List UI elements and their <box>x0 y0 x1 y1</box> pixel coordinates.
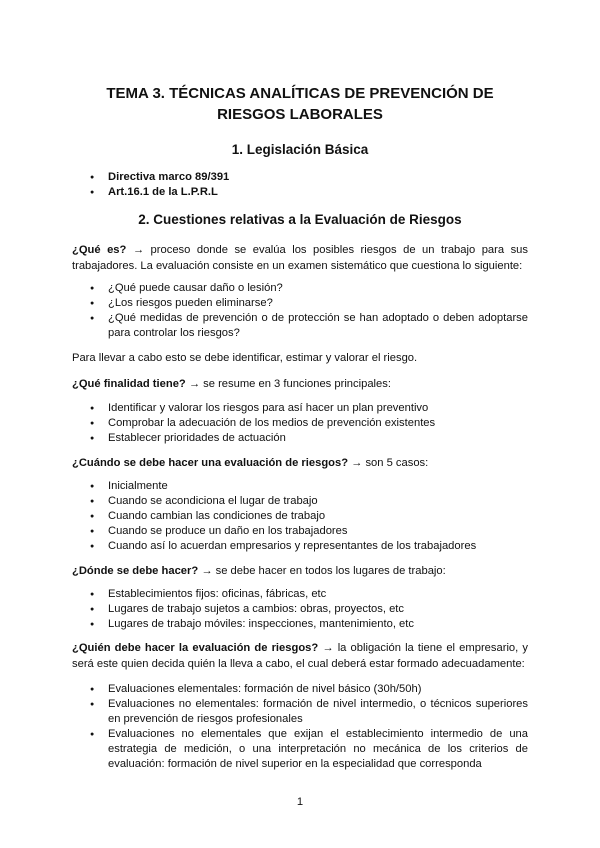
list-item: ● Establecimientos fijos: oficinas, fábricas, etc <box>72 587 528 602</box>
section-2-heading: 2. Cuestiones relativas a la Evaluación de Riesgos <box>138 212 462 227</box>
list-item: ● ¿Qué medidas de prevención o de protección se han adoptado o deben adoptarse para controlar los riesgos? <box>72 311 528 341</box>
list-item: ● Directiva marco 89/391 <box>72 170 528 185</box>
list-item: ● Inicialmente <box>72 479 528 494</box>
document-title <box>60 83 540 125</box>
list-item: ● Cuando cambian las condiciones de trabajo <box>72 509 528 524</box>
list-item: ● Lugares de trabajo sujetos a cambios: obras, proyectos, etc <box>72 602 528 617</box>
que-es-list <box>72 281 528 341</box>
list-item: ● Evaluaciones elementales: formación de nivel básico (30h/50h) <box>72 682 528 697</box>
list-item: ● Lugares de trabajo móviles: inspecciones, mantenimiento, etc <box>72 617 528 632</box>
finalidad-list <box>72 401 528 446</box>
list-item: ● Establecer prioridades de actuación <box>72 431 528 446</box>
question-label: ¿Qué es? <box>72 244 127 256</box>
list-item: ● Evaluaciones no elementales que exijan el establecimiento intermedio de una estrategia de medición, o una interpretación no mecánica de los criterios de evaluación: formación de nivel superior en la especialidad que corresponda <box>72 727 528 772</box>
question-text: → proceso donde se evalúa los posibles riesgos de un trabajo para sus trabajadores. La evaluación consiste en un examen sistemático que cuestiona lo siguiente: <box>72 244 528 272</box>
question-label: ¿Quién debe hacer la evaluación de riesgos? <box>72 642 319 654</box>
list-item: ● Evaluaciones no elementales: formación de nivel intermedio, o técnicos superiores en prevención de riesgos profesionales <box>72 697 528 727</box>
list-item: ● Art.16.1 de la L.P.R.L <box>72 185 528 200</box>
question-cuando <box>72 455 528 471</box>
question-label: ¿Qué finalidad tiene? <box>72 378 186 390</box>
list-item: ● ¿Qué puede causar daño o lesión? <box>72 281 528 296</box>
question-donde <box>72 563 528 579</box>
title-line-1: TEMA 3. TÉCNICAS ANALÍTICAS DE PREVENCIÓN DE <box>106 85 494 102</box>
question-finalidad <box>72 376 528 392</box>
riesgo-paragraph: Para llevar a cabo esto se debe identificar, estimar y valorar el riesgo. <box>72 352 418 364</box>
quien-list <box>72 682 528 772</box>
question-label: ¿Dónde se debe hacer? <box>72 565 199 577</box>
question-quien <box>72 640 528 672</box>
list-item: ● Cuando se acondiciona el lugar de trabajo <box>72 494 528 509</box>
section-1-heading: 1. Legislación Básica <box>231 142 369 157</box>
cuando-list <box>72 479 528 554</box>
list-item: ● Cuando así lo acuerdan empresarios y representantes de los trabajadores <box>72 539 528 554</box>
list-item: ● Cuando se produce un daño en los trabajadores <box>72 524 528 539</box>
question-text: → se debe hacer en todos los lugares de trabajo: <box>198 565 446 577</box>
question-label: ¿Cuándo se debe hacer una evaluación de riesgos? <box>72 457 349 469</box>
question-text: → se resume en 3 funciones principales: <box>185 378 391 390</box>
list-item: ● ¿Los riesgos pueden eliminarse? <box>72 296 528 311</box>
question-text: → son 5 casos: <box>348 457 429 469</box>
question-que-es <box>72 242 528 274</box>
donde-list <box>72 587 528 632</box>
legislation-list <box>72 170 528 200</box>
list-item: ● Comprobar la adecuación de los medios de prevención existentes <box>72 416 528 431</box>
question-text: → la obligación la tiene el empresario, y será este quien decida quién la lleva a cabo, el cual deberá estar formado adecuadamente: <box>72 642 528 670</box>
page-number: 1 <box>296 796 304 808</box>
title-line-2: RIESGOS LABORALES <box>217 106 383 123</box>
list-item: ● Identificar y valorar los riesgos para así hacer un plan preventivo <box>72 401 528 416</box>
